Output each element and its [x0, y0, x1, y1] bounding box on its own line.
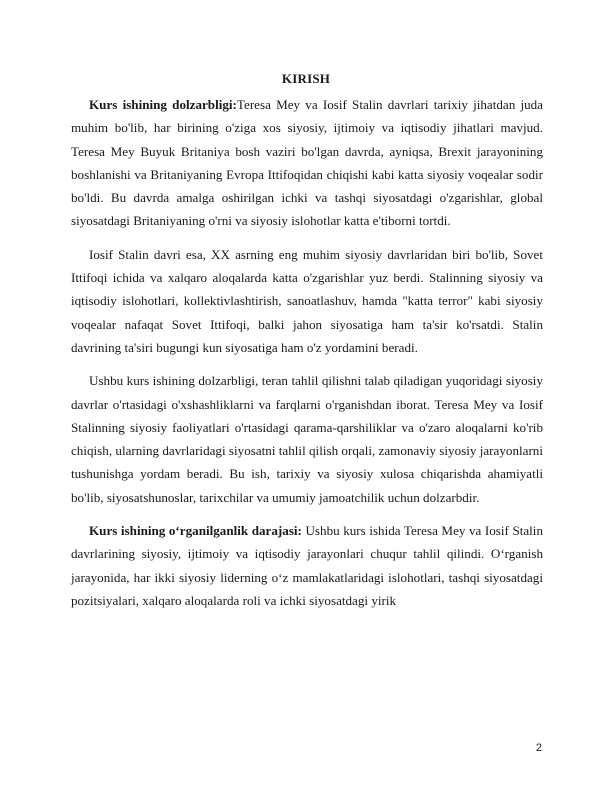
paragraph-text: Ushbu kurs ishida Teresa Mey va Iosif Stalin davrlarining siyosiy, ijtimoiy va iqtisodiy jarayonlari chuqur tahlil qilindi. O‘rganish jarayonida, har ikki siyosiy liderning o‘z mamlakatlaridagi islohotlari, tashqi siyosatdagi pozitsiyalari, xalqaro aloqalarda roli va ichki siyosatdagi yirik: [71, 523, 543, 608]
paragraph-relevance: [71, 93, 543, 233]
body-text: [71, 93, 543, 622]
paragraph-lead: Kurs ishining o‘rganilganlik darajasi:: [89, 523, 302, 539]
paragraph-text: Teresa Mey va Iosif Stalin davrlari tarixiy jihatdan juda muhim bo'lib, har birining o'ziga xos siyosiy, ijtimoiy va iqtisodiy jihatlari mavjud. Teresa Mey Buyuk Britaniya bosh vaziri bo'lgan davrda, ayniqsa, Brexit jarayonining boshlanishi va Britaniyaning Evropa Ittifoqidan chiqishi kabi katta siyosiy voqealar sodir bo'ldi. Bu davrda amalga oshirilgan ichki va tashqi siyosatdagi o'zgarishlar, global siyosatdagi Britaniyaning o'rni va siyosiy islohotlar katta e'tiborni tortdi.: [71, 97, 543, 229]
page-number: 2: [535, 742, 542, 754]
paragraph-study-level: [71, 519, 543, 612]
section-title: KIRISH: [281, 71, 331, 86]
paragraph-comparison: [71, 369, 543, 509]
paragraph-text: Ushbu kurs ishining dolzarbligi, teran tahlil qilishni talab qiladigan yuqoridagi siyosiy davrlar o'rtasidagi o'xshashliklarni va farqlarni o'rganishdan iborat. Teresa Mey va Iosif Stalinning siyosiy faoliyatlari o'rtasidagi qarama-qarshiliklar va o'zaro aloqalarni ko'rib chiqish, ularning davrlaridagi siyosatni tahlil qilish orqali, zamonaviy siyosiy jarayonlarni tushunishga yordam beradi. Bu ish, tarixiy va siyosiy xulosa chiqarishda ahamiyatli bo'lib, siyosatshunoslar, tarixchilar va umumiy jamoatchilik uchun dolzarbdir.: [71, 373, 543, 505]
paragraph-stalin: [71, 243, 543, 359]
paragraph-lead: Kurs ishining dolzarbligi:: [89, 97, 237, 112]
paragraph-text: Iosif Stalin davri esa, XX asrning eng muhim siyosiy davrlaridan biri bo'lib, Sovet Ittifoqi ichida va xalqaro aloqalarda katta o'zgarishlar yuz berdi. Stalinning siyosiy va iqtisodiy islohotlari, kollektivlashtirish, sanoatlashuv, hamda "katta terror" kabi siyosiy voqealar nafaqat Sovet Ittifoqi, balki jahon siyosatiga ham ta'sir ko'rsatdi. Stalin davrining ta'siri bugungi kun siyosatiga ham o'z yordamini beradi.: [71, 246, 543, 355]
